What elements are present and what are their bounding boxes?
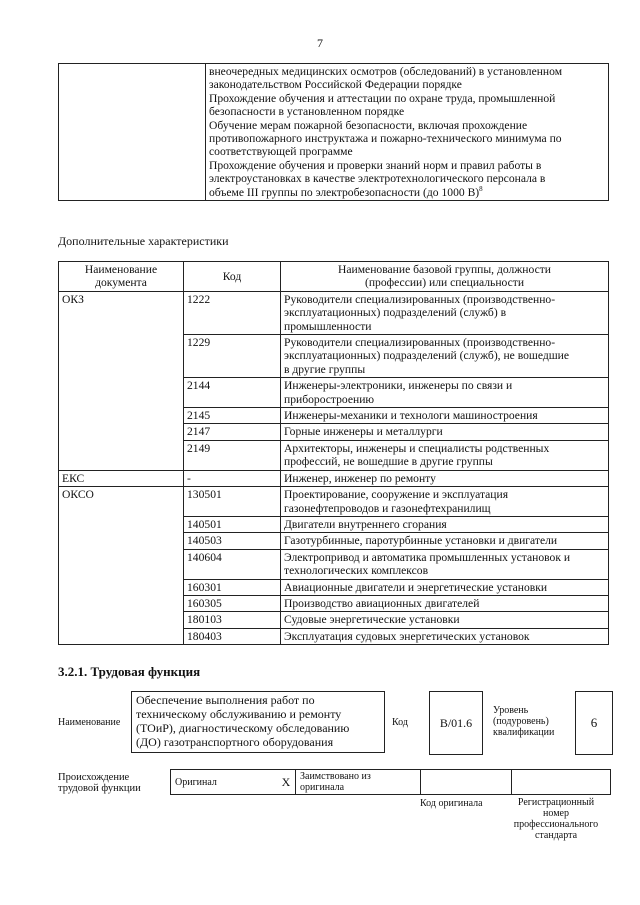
code-cell: 140501 [184,516,281,532]
name-cell [281,440,609,470]
original-mark: X [277,770,296,795]
code-cell: 140604 [184,549,281,579]
header-line: документа [95,276,147,290]
code-cell: 1222 [184,291,281,334]
requirement-text: Прохождение обучения и аттестации по охране труда, промышленной [209,91,556,105]
code-cell: 140503 [184,533,281,549]
header-line: Наименование базовой группы, должности [337,263,551,276]
requirement-line [209,92,605,105]
table-row [59,487,609,517]
name-line: Архитекторы, инженеры и специалисты родственных [284,441,550,455]
name-cell [281,612,609,628]
level-label-line: Уровень [493,705,529,716]
document-cell: ЕКС [59,470,184,486]
name-cell [281,487,609,517]
requirement-line [209,105,605,118]
additional-characteristics-table [58,261,609,645]
header-document [59,262,184,292]
code-cell: 160301 [184,579,281,595]
function-name-line: (ДО) газотранспортного оборудования [136,735,334,749]
document-cell: ОКСО [59,487,184,645]
reg-number-label-line: номер [543,808,569,819]
name-cell [281,516,609,532]
requirements-label-cell [59,64,206,201]
name-cell [281,424,609,440]
name-line: Судовые энергетические установки [284,613,460,627]
header-code [184,262,281,292]
name-cell [281,408,609,424]
name-cell [281,595,609,611]
name-cell [281,291,609,334]
level-value-box [575,691,613,755]
name-line: приборостроению [284,392,375,406]
name-cell [281,470,609,486]
function-name-line: техническому обслуживанию и ремонту [136,707,342,721]
requirement-line [209,172,605,185]
code-cell: 2144 [184,378,281,408]
name-line: Авиационные двигатели и энергетические установки [284,580,548,594]
requirement-text: безопасности в установленном порядке [209,105,405,119]
code-cell: 2147 [184,424,281,440]
function-name-line: Обеспечение выполнения работ по [136,693,315,707]
name-line: Руководители специализированных (производственно- [284,292,556,306]
name-line: Инженеры-электроники, инженеры по связи и [284,379,513,393]
table-header-row [59,262,609,292]
level-label [493,705,554,738]
page-number: 7 [317,36,323,50]
borrowed-label-line: Заимствовано из [300,771,371,782]
name-cell [281,378,609,408]
name-line: в другие группы [284,362,366,376]
reg-number-cell [512,770,611,795]
code-cell: 1229 [184,335,281,378]
original-cell: Оригинал [171,770,278,795]
document-cell: ОКЗ [59,291,184,470]
code-original-label: Код оригинала [420,798,483,809]
requirements-text-cell [206,64,609,201]
name-line: Эксплуатация судовых энергетических установок [284,629,530,643]
origin-label-line: трудовой функции [58,783,141,794]
requirement-line [209,65,605,78]
name-line: Горные инженеры и металлурги [284,425,443,439]
reg-number-label [500,797,612,841]
code-cell: 130501 [184,487,281,517]
table-body [59,291,609,644]
name-line: Электропривод и автоматика промышленных установок и [284,550,571,564]
borrowed-label-line: оригинала [300,782,345,793]
requirement-text: внеочередных медицинских осмотров (обследований) в установленном [209,65,563,78]
section-title: 3.2.1. Трудовая функция [58,664,201,679]
borrowed-cell [296,770,421,795]
requirement-line [209,119,605,132]
header-line: Наименование [84,263,158,276]
code-value-box [429,691,483,755]
name-line: Двигатели внутреннего сгорания [284,517,447,531]
header-name [281,262,609,292]
name-cell [281,335,609,378]
header-line: (профессии) или специальности [364,276,525,290]
code-cell: 160305 [184,595,281,611]
code-cell: 180403 [184,628,281,644]
requirement-line [209,159,605,172]
requirement-text: противопожарного инструктажа и пожарно-технического минимума по [209,132,562,146]
name-line: Газотурбинные, паротурбинные установки и двигатели [284,534,558,548]
function-name-line: (ТОиР), диагностическому обследованию [136,721,350,735]
code-value: B/01.6 [439,715,473,730]
origin-label-line: Происхождение [58,772,130,783]
name-label: Наименование [58,717,121,728]
requirements-paragraphs [209,65,605,199]
requirement-text: электроустановках в качестве электротехнологического персонала в [209,172,546,186]
name-line: Проектирование, сооружение и эксплуатация [284,488,509,502]
requirement-text: соответствующей программе [209,145,353,159]
name-line: промышленности [284,319,372,333]
reg-number-label-line: стандарта [534,830,578,841]
function-name-box [131,691,385,753]
reg-number-label-line: профессионального [513,819,599,830]
level-label-line: квалификации [493,727,555,738]
name-line: Производство авиационных двигателей [284,596,480,610]
reg-number-label-line: Регистрационный [517,797,595,808]
code-cell: - [184,470,281,486]
requirement-text: законодательством Российской Федерации порядке [209,78,462,92]
name-line: Руководители специализированных (производственно- [284,336,556,350]
code-cell: 180103 [184,612,281,628]
table-row [59,291,609,334]
requirements-continuation-table [58,63,609,201]
table-row [59,470,609,486]
additional-characteristics-heading: Дополнительные характеристики [58,234,229,248]
footnote-mark: 8 [479,184,483,193]
requirement-line [209,78,605,91]
header-line: Код [222,269,242,283]
requirement-text: Прохождение обучения и проверки знаний норм и правил работы в [209,158,542,172]
name-cell [281,533,609,549]
name-cell [281,579,609,595]
requirement-text: объеме III группы по электробезопасности (до 1000 В) [209,185,480,199]
name-line: профессий, не вошедшие в другие группы [284,455,493,469]
origin-table [170,769,611,795]
requirement-text: Обучение мерам пожарной безопасности, включая прохождение [209,118,528,132]
code-cell: 2145 [184,408,281,424]
requirement-line [209,145,605,158]
name-cell [281,549,609,579]
origin-label [58,772,141,794]
name-line: Инженеры-механики и технологи машиностроения [284,409,538,423]
name-line: эксплуатационных) подразделений (служб), не вошедшие [284,349,570,363]
level-value: 6 [590,715,598,730]
name-line: эксплуатационных) подразделений (служб) в [284,306,507,320]
level-label-line: (подуровень) [493,716,549,727]
name-cell [281,628,609,644]
requirement-line [209,132,605,145]
name-line: технологических комплексов [284,564,429,578]
code-label: Код [392,717,408,728]
requirement-line [209,186,605,199]
name-line: Инженер, инженер по ремонту [284,471,436,485]
name-line: газонефтепроводов и газонефтехранилищ [284,501,491,515]
code-cell: 2149 [184,440,281,470]
code-original-cell [421,770,512,795]
